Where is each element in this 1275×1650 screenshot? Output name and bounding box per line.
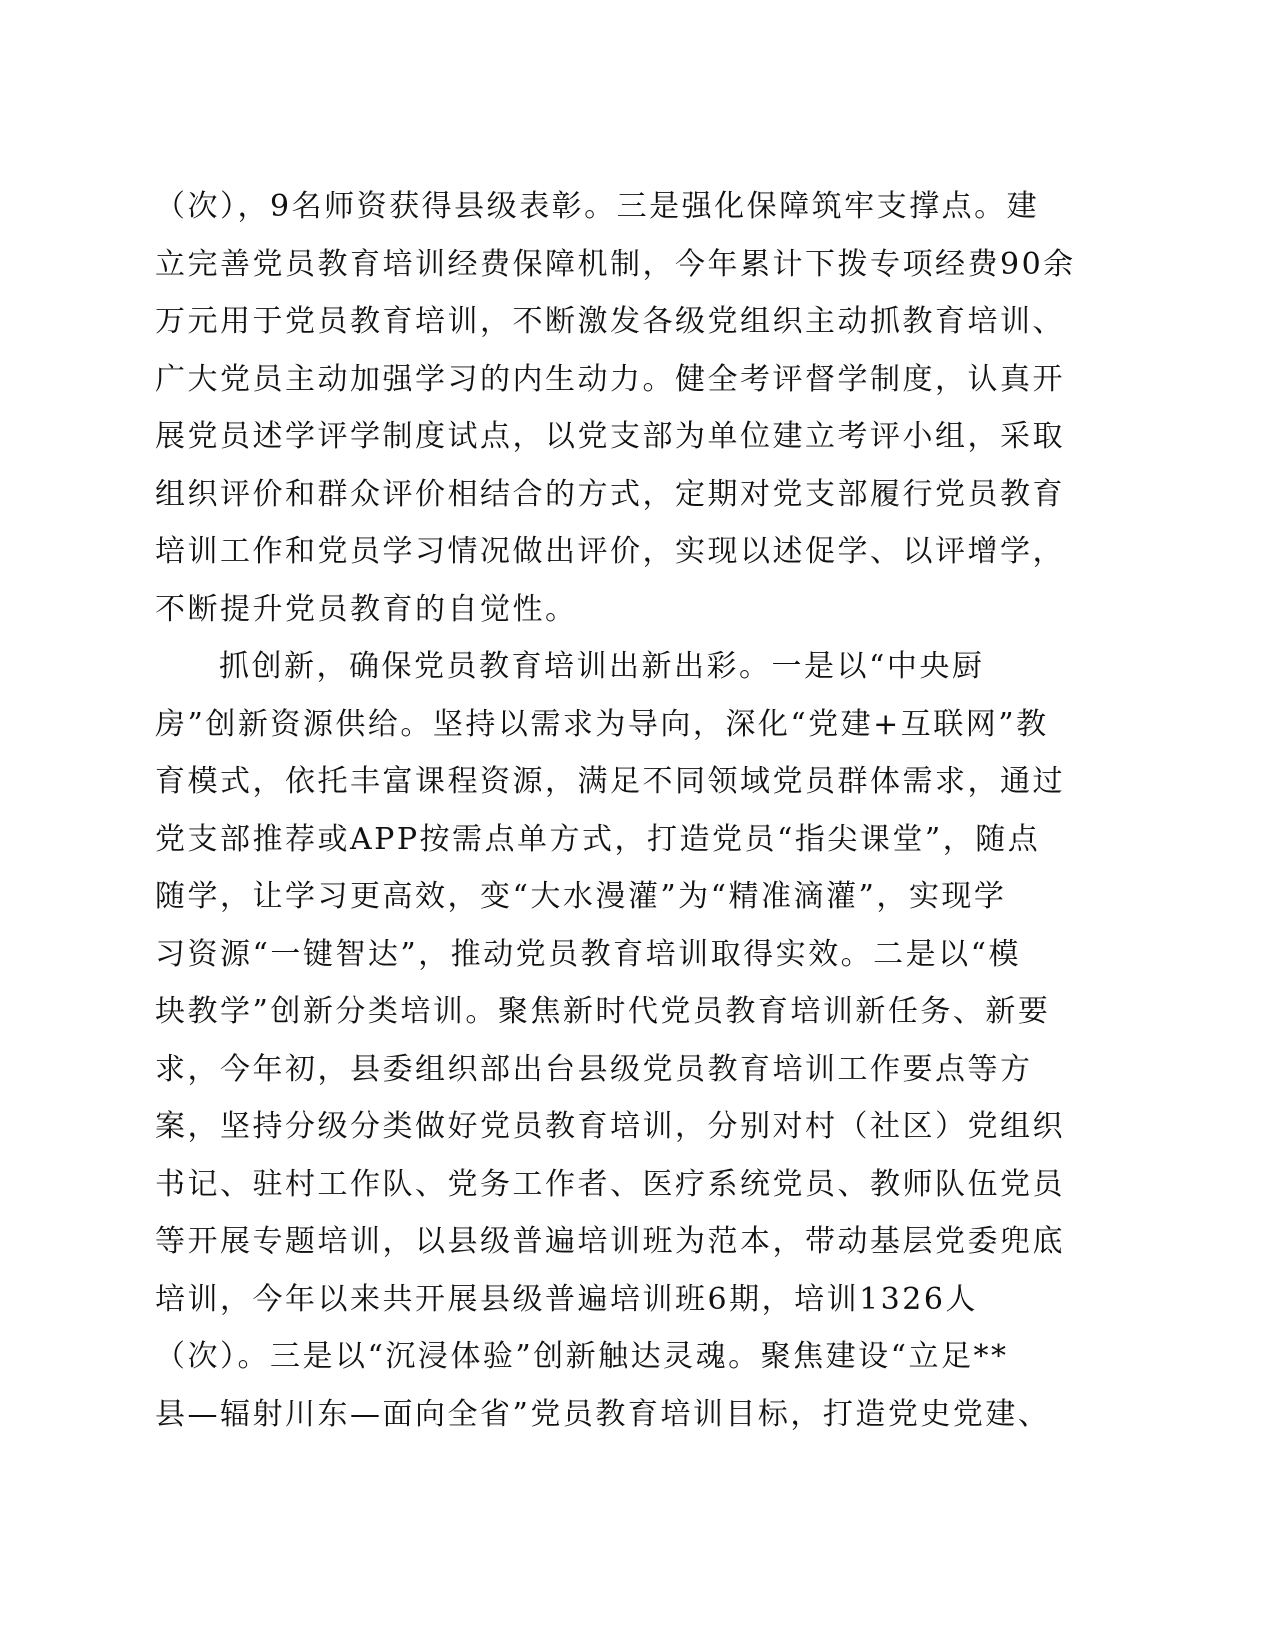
text-line: 不断提升党员教育的自觉性。 xyxy=(155,591,578,627)
text-line: 育模式，依托丰富课程资源，满足不同领域党员群体需求，通过 xyxy=(155,764,1065,799)
text-line: 等开展专题培训，以县级普遍培训班为范本，带动基层党委兜底 xyxy=(155,1224,1065,1259)
text-line: 随学，让学习更高效，变“大水漫灌”为“精准滴灌”，实现学 xyxy=(155,879,1007,914)
text-line: 培训，今年以来共开展县级普遍培训班6期，培训1326人 xyxy=(155,1281,978,1317)
body-text xyxy=(155,178,1115,1443)
text-line: 组织评价和群众评价相结合的方式，定期对党支部履行党员教育 xyxy=(155,476,1065,512)
text-line: 案，坚持分级分类做好党员教育培训，分别对村（社区）党组织 xyxy=(155,1109,1065,1144)
paragraph-start-line: 抓创新，确保党员教育培训出新出彩。一是以“中央厨 xyxy=(219,649,985,684)
text-line: 块教学”创新分类培训。聚焦新时代党员教育培训新任务、新要 xyxy=(155,994,1051,1029)
text-line: 广大党员主动加强学习的内生动力。健全考评督学制度，认真开 xyxy=(155,361,1065,397)
text-line: 培训工作和党员学习情况做出评价，实现以述促学、以评增学， xyxy=(155,534,1065,569)
text-line: 县—辐射川东—面向全省”党员教育培训目标，打造党史党建、 xyxy=(155,1396,1051,1432)
text-line: 房”创新资源供给。坚持以需求为导向，深化“党建+互联网”教 xyxy=(155,706,1049,742)
text-line: 书记、驻村工作队、党务工作者、医疗系统党员、教师队伍党员 xyxy=(155,1166,1065,1202)
text-line: （次）。三是以“沉浸体验”创新触达灵魂。聚焦建设“立足** xyxy=(155,1339,1009,1374)
text-line: 展党员述学评学制度试点，以党支部为单位建立考评小组，采取 xyxy=(155,419,1065,454)
text-line: 万元用于党员教育培训，不断激发各级党组织主动抓教育培训、 xyxy=(155,304,1065,339)
text-line: 习资源“一键智达”，推动党员教育培训取得实效。二是以“模 xyxy=(155,936,1022,972)
text-line: 党支部推荐或APP按需点单方式，打造党员“指尖课堂”，随点 xyxy=(155,821,1041,857)
text-line: （次），9名师资获得县级表彰。三是强化保障筑牢支撑点。建 xyxy=(155,189,1040,224)
text-line: 求，今年初，县委组织部出台县级党员教育培训工作要点等方 xyxy=(155,1051,1033,1087)
text-line: 立完善党员教育培训经费保障机制，今年累计下拨专项经费90余 xyxy=(155,246,1076,282)
